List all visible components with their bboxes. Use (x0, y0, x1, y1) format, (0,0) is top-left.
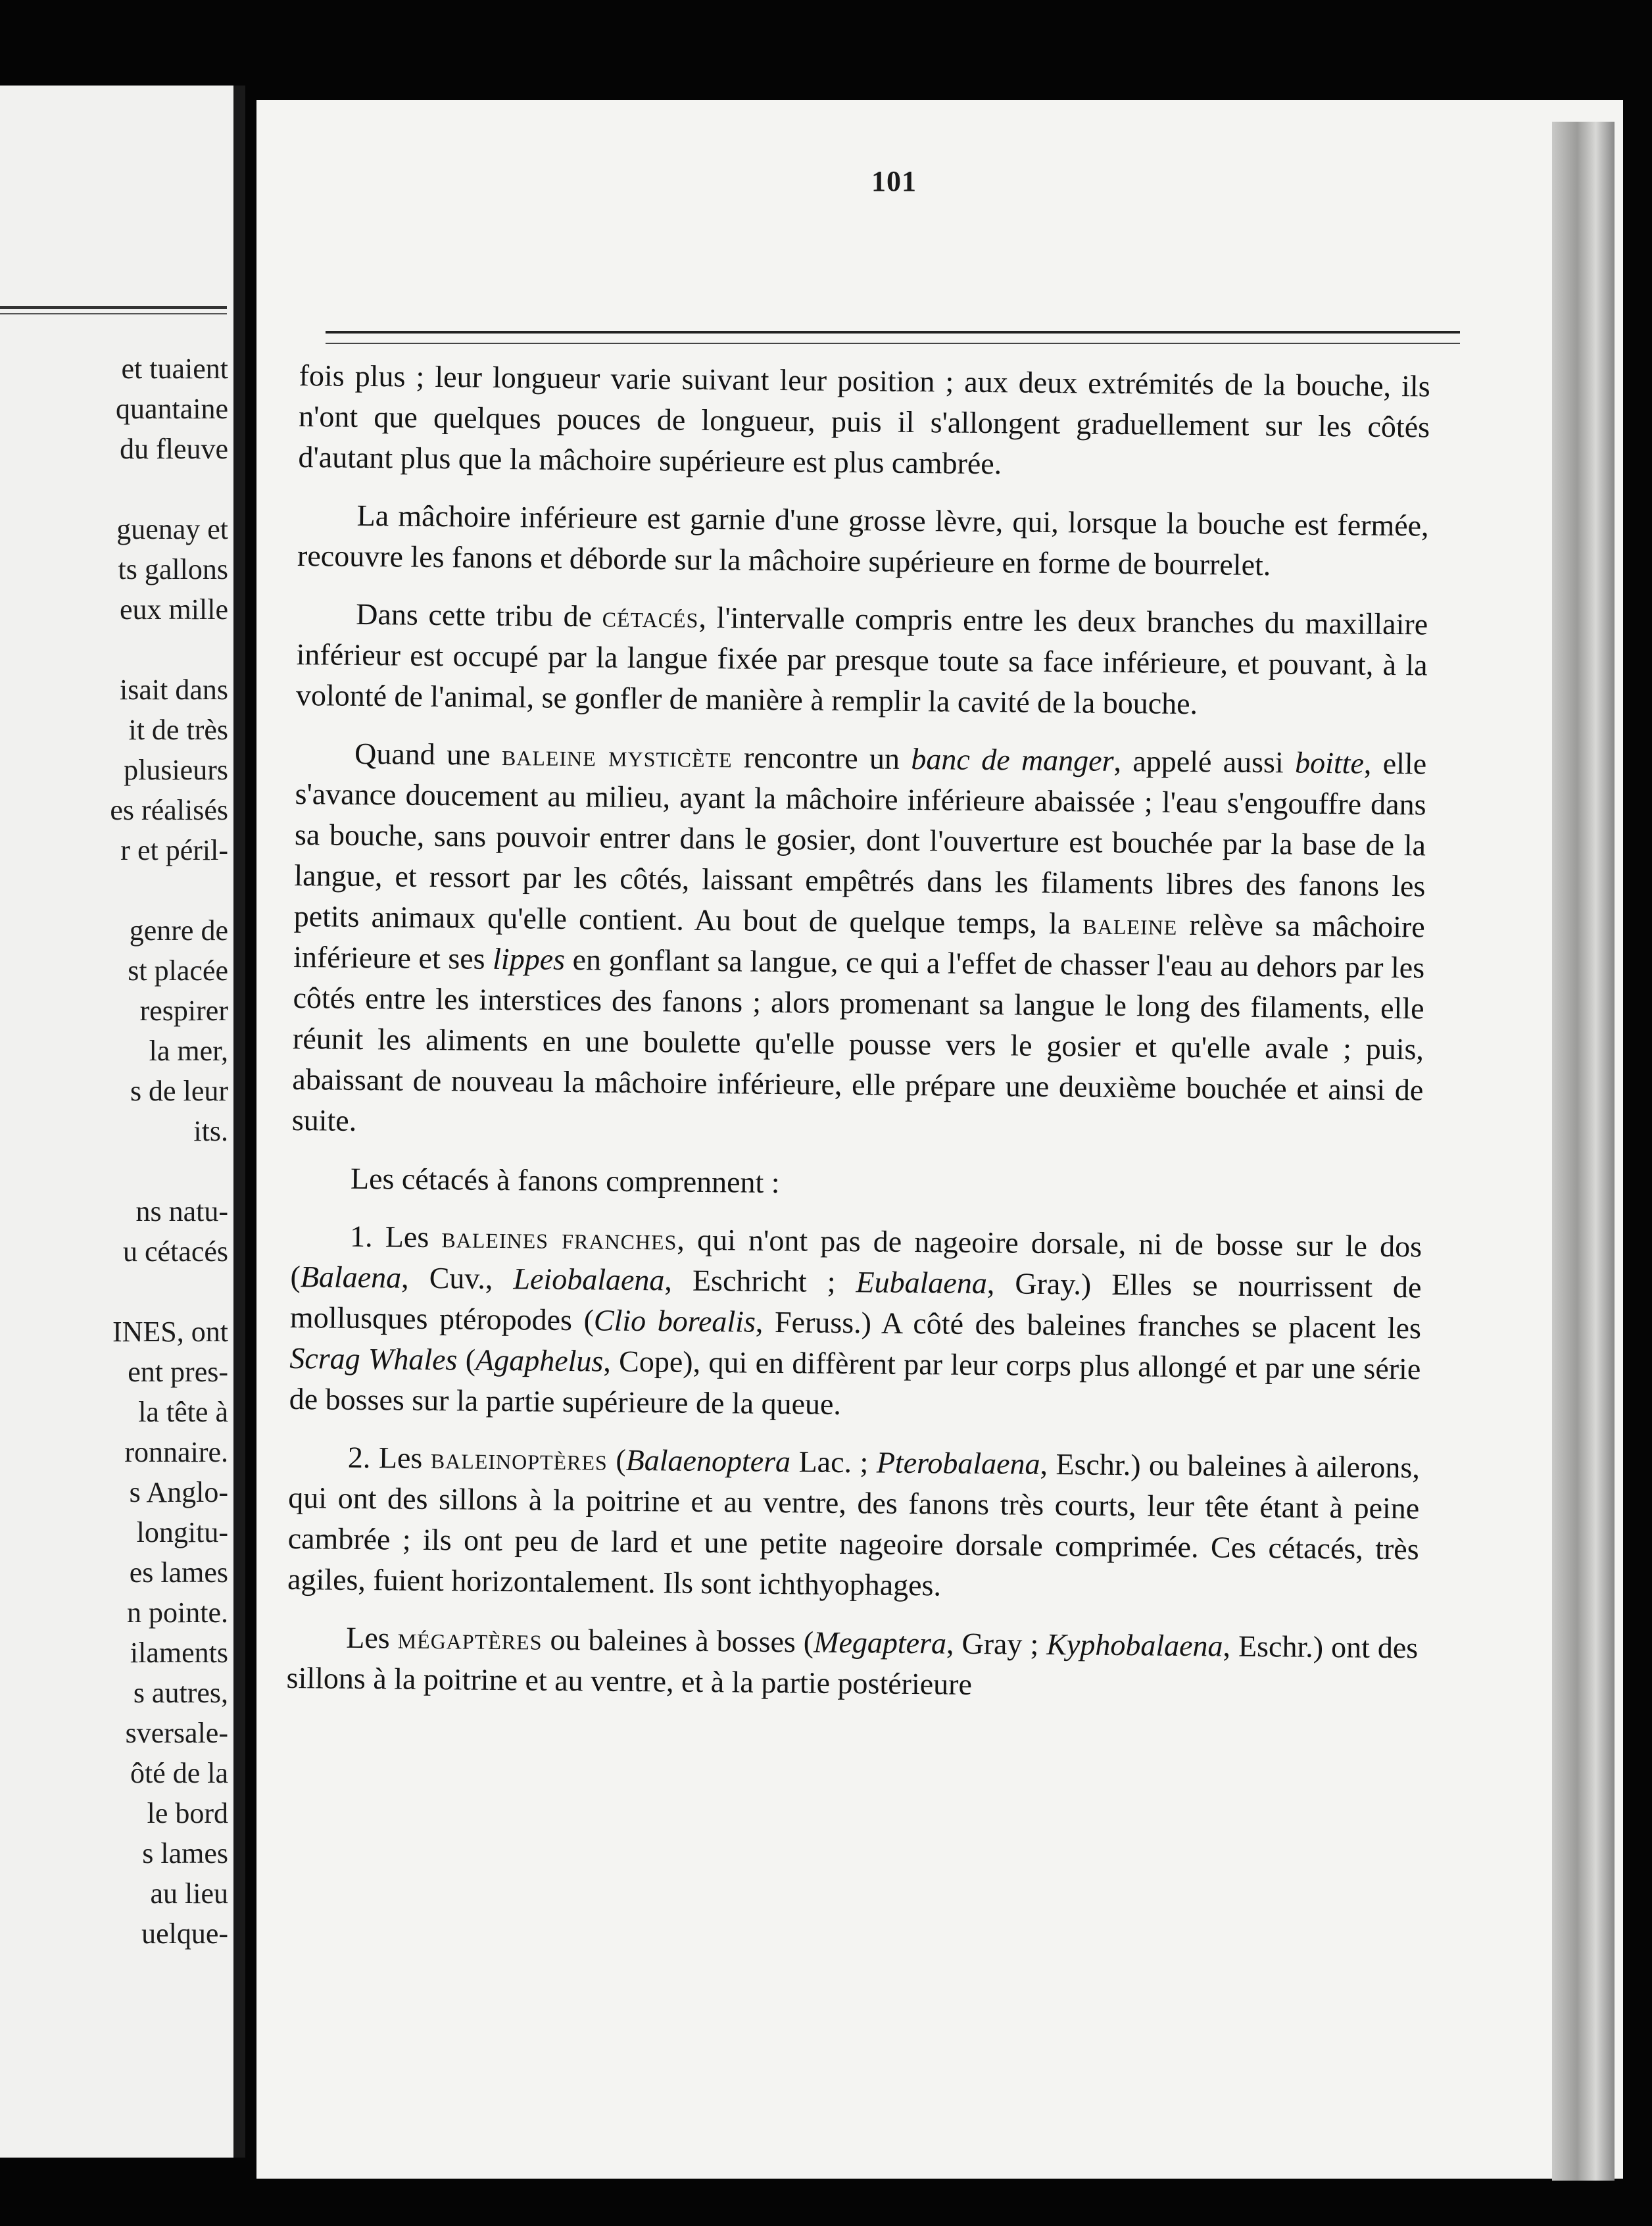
italic-term: Balaenoptera (625, 1443, 791, 1479)
left-line (0, 1272, 228, 1312)
left-line (0, 630, 228, 670)
left-line: le bord (147, 1797, 228, 1829)
paragraph-text: , Eschr.) ont des sillons à la poitrine et au ventre, et à la partie postérieure (286, 1629, 1419, 1701)
paragraph-text: , Feruss.) A côté des baleines franches se placent les (755, 1304, 1422, 1345)
header-rule (326, 331, 1460, 344)
paragraph-text: Lac. ; (790, 1445, 877, 1479)
paragraph-text: en gonflant sa langue, ce qui a l'effet de chasser l'eau au dehors par les côtés entre les interstices des fanons ; alors promenant sa langue le long des filaments, elle réunit les aliments en une boulette qu'elle pousse vers le gosier et qu'elle avale ; puis, abaissant de nouveau la mâchoire inférieure, elle prépare une deuxième bouchée et ainsi de suite. (291, 942, 1425, 1137)
small-caps-term: mégaptères (397, 1621, 543, 1656)
left-line: et tuaient (121, 353, 228, 385)
paragraph-text: , Cuv., (401, 1260, 514, 1296)
left-line: la tête à (138, 1396, 228, 1428)
paragraph-text: , appelé aussi (1113, 743, 1296, 779)
paragraph-text: La mâchoire inférieure est garnie d'une grosse lèvre, qui, lorsque la bouche est fermée, recouvre les fanons et déborde sur la mâchoire supérieure en forme de bourrelet. (297, 498, 1429, 582)
paragraph-text: relève sa mâchoire inférieure et ses (293, 907, 1425, 976)
paragraph (297, 495, 1429, 587)
left-line: ronnaire. (124, 1436, 228, 1468)
left-line: longitu- (136, 1516, 228, 1548)
paragraph-text: Dans cette tribu de (355, 597, 603, 633)
left-line: es lames (129, 1556, 228, 1589)
paragraph-text: , l'intervalle compris entre les deux branches du maxillaire inférieur est occupé par la langue fixée par presque toute sa face inférieure, et pouvant, à la volonté de l'animal, se gonfler de manière à remplir la cavité de la bouche. (295, 600, 1428, 721)
small-caps-term: baleines franches (441, 1220, 677, 1256)
left-line: s de leur (130, 1075, 228, 1107)
left-line: s Anglo- (129, 1476, 228, 1508)
left-line: u cétacés (123, 1235, 228, 1268)
paragraph (292, 733, 1427, 1151)
left-line: n pointe. (127, 1596, 228, 1629)
left-line: ent pres- (128, 1356, 228, 1388)
left-line: uelque- (141, 1917, 228, 1950)
paragraph-text: 2. Les (347, 1440, 431, 1475)
paragraph-text: ou baleines à bosses ( (542, 1622, 814, 1659)
paragraph-text: , Gray ; (946, 1626, 1047, 1661)
left-page (0, 86, 245, 2158)
left-line (0, 1151, 228, 1191)
left-line: it de très (128, 714, 228, 746)
paragraph-text: fois plus ; leur longueur varie suivant leur position ; aux deux extrémités de la bouche, ils n'ont que quelques pouces de longueur, puis il s'allongent graduellement sur les côtés d'autant plus que la mâchoire supérieure est plus cambrée. (298, 358, 1430, 481)
paragraph-text: , Eschr.) ou baleines à ailerons, qui ont des sillons à la poitrine et au ventre, des fanons très courts, leur tête étant à peine cambrée ; ils ont peu de lard et une petite nageoire dorsale comprimée. Ces cétacés, très agiles, fuient horizontalement. Ils sont ichthyophages. (287, 1447, 1421, 1602)
left-line (0, 469, 228, 509)
left-line: st placée (128, 954, 228, 987)
left-line: au lieu (150, 1877, 228, 1910)
paragraph-text: 1. Les (349, 1219, 442, 1254)
paragraph (289, 1216, 1422, 1430)
small-caps-term: baleinoptères (430, 1441, 608, 1477)
italic-term: Leiobalaena (513, 1262, 665, 1297)
left-line: eux mille (120, 593, 228, 626)
left-line: INES, ont (112, 1316, 228, 1348)
italic-term: Eubalaena (856, 1265, 988, 1300)
left-line: r et péril- (120, 834, 228, 866)
paragraph-text: , elle s'avance doucement au milieu, ayant la mâchoire inférieure abaissée ; l'eau s'engouffre dans sa bouche, sans pouvoir entrer dans le gosier, dont l'ouverture est bouchée par la base de la langue, et ressort par les côtés, laissant empêtrés dans les filaments libres des fanons les petits animaux qu'elle contient. Au bout de quelque temps, la (293, 746, 1427, 941)
left-line: genre de (129, 914, 228, 947)
italic-term: Balaena (300, 1260, 402, 1295)
italic-term: banc de manger (911, 741, 1114, 778)
italic-term: Scrag Whales (289, 1341, 458, 1377)
left-line: isait dans (120, 674, 228, 706)
paragraph (291, 1158, 1423, 1210)
left-line: du fleuve (120, 433, 228, 465)
left-page-text (0, 349, 228, 1954)
paragraph-text: ( (607, 1443, 626, 1477)
page-edge (1552, 122, 1615, 2181)
page-number: 101 (871, 165, 917, 197)
left-line: s autres, (133, 1677, 228, 1709)
left-line: ts gallons (118, 553, 228, 585)
small-caps-term: baleine mysticète (501, 737, 733, 774)
left-line: ilaments (130, 1637, 228, 1669)
italic-term: Megaptera (813, 1625, 947, 1660)
body-text (286, 355, 1430, 1726)
paragraph-text: ( (457, 1343, 476, 1377)
italic-term: lippes (492, 941, 566, 976)
left-line: ôté de la (130, 1757, 228, 1789)
paragraph-text: , Eschricht ; (664, 1263, 856, 1299)
italic-term: boitte (1294, 745, 1365, 780)
left-line: quantaine (115, 393, 228, 425)
left-line: respirer (139, 995, 228, 1027)
italic-term: Agaphelus (475, 1343, 604, 1378)
italic-term: Pterobalaena (876, 1445, 1040, 1481)
left-line: its. (193, 1115, 228, 1147)
paragraph-text: rencontre un (732, 740, 911, 776)
left-line: es réalisés (110, 794, 228, 826)
paragraph (287, 1437, 1420, 1610)
paragraph (286, 1617, 1418, 1710)
left-header-rule (0, 306, 227, 314)
left-line: ns natu- (135, 1195, 228, 1227)
left-line: sversale- (125, 1717, 228, 1749)
paragraph-text: , qui n'ont pas de nageoire dorsale, ni de bosse sur le dos ( (290, 1222, 1422, 1294)
paragraph (296, 593, 1428, 727)
small-caps-term: cétacés (602, 599, 699, 634)
left-line (0, 870, 228, 910)
paragraph-text: , Cope), qui en diffèrent par leur corps plus allongé et par une série de bosses sur la partie supérieure de la queue. (289, 1344, 1421, 1421)
left-line: s lames (142, 1837, 228, 1869)
paragraph (298, 355, 1430, 489)
italic-term: Clio borealis (593, 1303, 756, 1339)
left-line: plusieurs (124, 754, 228, 786)
small-caps-term: baleine (1082, 906, 1178, 941)
left-line: la mer, (149, 1035, 228, 1067)
left-line: guenay et (116, 513, 228, 545)
paragraph-text: Les cétacés à fanons comprennent : (350, 1161, 780, 1200)
paragraph-text: Les (346, 1620, 398, 1655)
paragraph-text: Quand une (354, 736, 502, 772)
italic-term: Kyphobalaena (1046, 1627, 1223, 1663)
paragraph-text: , Gray.) Elles se nourrissent de mollusques ptéropodes ( (289, 1266, 1422, 1337)
